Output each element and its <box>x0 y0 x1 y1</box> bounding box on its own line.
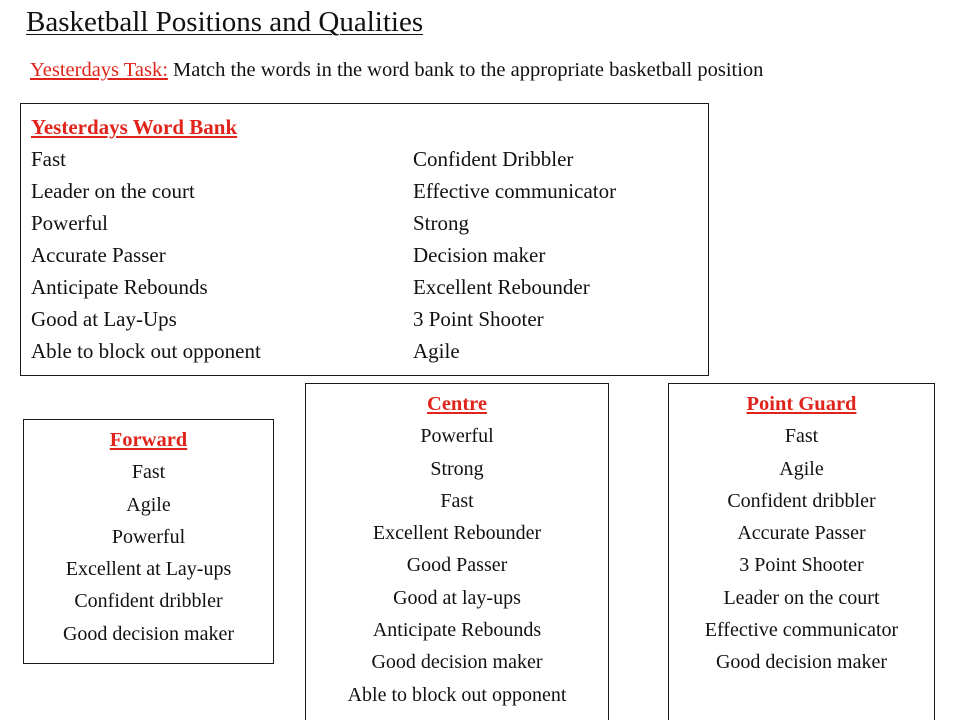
forward-item: Confident dribbler <box>74 590 223 613</box>
forward-item: Good decision maker <box>62 622 235 645</box>
word-bank-item: Excellent Rebounder <box>413 275 590 299</box>
word-bank-item: Good at Lay-Ups <box>31 307 177 331</box>
centre-item: Good Passer <box>406 554 508 577</box>
point-guard-item: Effective communicator <box>704 619 899 642</box>
centre-box <box>305 383 609 720</box>
forward-item: Fast <box>131 461 166 484</box>
point-guard-item: Leader on the court <box>723 586 880 609</box>
page-title: Basketball Positions and Qualities <box>26 6 424 38</box>
centre-item: Good at lay-ups <box>393 586 521 609</box>
word-bank-left-column <box>31 143 413 367</box>
task-instruction <box>30 59 763 82</box>
point-guard-item: Good decision maker <box>715 651 888 674</box>
word-bank-item: Decision maker <box>413 243 546 267</box>
word-bank-item: Fast <box>31 147 67 171</box>
task-text: Match the words in the word bank to the appropriate basketball position <box>167 59 764 81</box>
centre-item: Anticipate Rebounds <box>372 619 542 642</box>
point-guard-item: Confident dribbler <box>727 489 876 512</box>
forward-item: Excellent at Lay-ups <box>65 558 232 581</box>
centre-item: Excellent Rebounder <box>372 522 542 545</box>
point-guard-item: Agile <box>779 457 824 480</box>
point-guard-item: 3 Point Shooter <box>739 554 864 577</box>
forward-heading: Forward <box>109 429 188 451</box>
centre-item: Strong <box>430 457 484 480</box>
word-bank-columns <box>31 143 708 367</box>
forward-item: Agile <box>126 493 171 516</box>
word-bank-item: 3 Point Shooter <box>413 307 544 331</box>
word-bank-item: Accurate Passer <box>31 243 166 267</box>
point-guard-heading: Point Guard <box>746 393 857 415</box>
word-bank-item: Agile <box>413 339 460 363</box>
forward-item: Powerful <box>111 525 186 548</box>
word-bank-item: Confident Dribbler <box>413 147 574 171</box>
centre-item: Able to block out opponent <box>347 683 567 706</box>
word-bank-item: Anticipate Rebounds <box>31 275 208 299</box>
word-bank-right-column <box>413 143 703 367</box>
word-bank-item: Leader on the court <box>31 179 195 203</box>
word-bank-box <box>20 103 709 376</box>
point-guard-item: Accurate Passer <box>737 522 866 545</box>
centre-item: Powerful <box>420 425 494 448</box>
point-guard-item: Fast <box>784 425 819 448</box>
point-guard-box <box>668 383 935 720</box>
word-bank-item: Strong <box>413 211 470 235</box>
centre-heading: Centre <box>427 393 487 415</box>
task-label: Yesterdays Task: <box>30 59 168 81</box>
forward-box <box>23 419 274 664</box>
centre-item: Good decision maker <box>371 651 543 674</box>
word-bank-heading: Yesterdays Word Bank <box>31 115 238 139</box>
word-bank-item: Powerful <box>31 211 108 235</box>
word-bank-item: Able to block out opponent <box>31 339 261 363</box>
centre-item: Fast <box>440 489 474 512</box>
word-bank-item: Effective communicator <box>413 179 617 203</box>
